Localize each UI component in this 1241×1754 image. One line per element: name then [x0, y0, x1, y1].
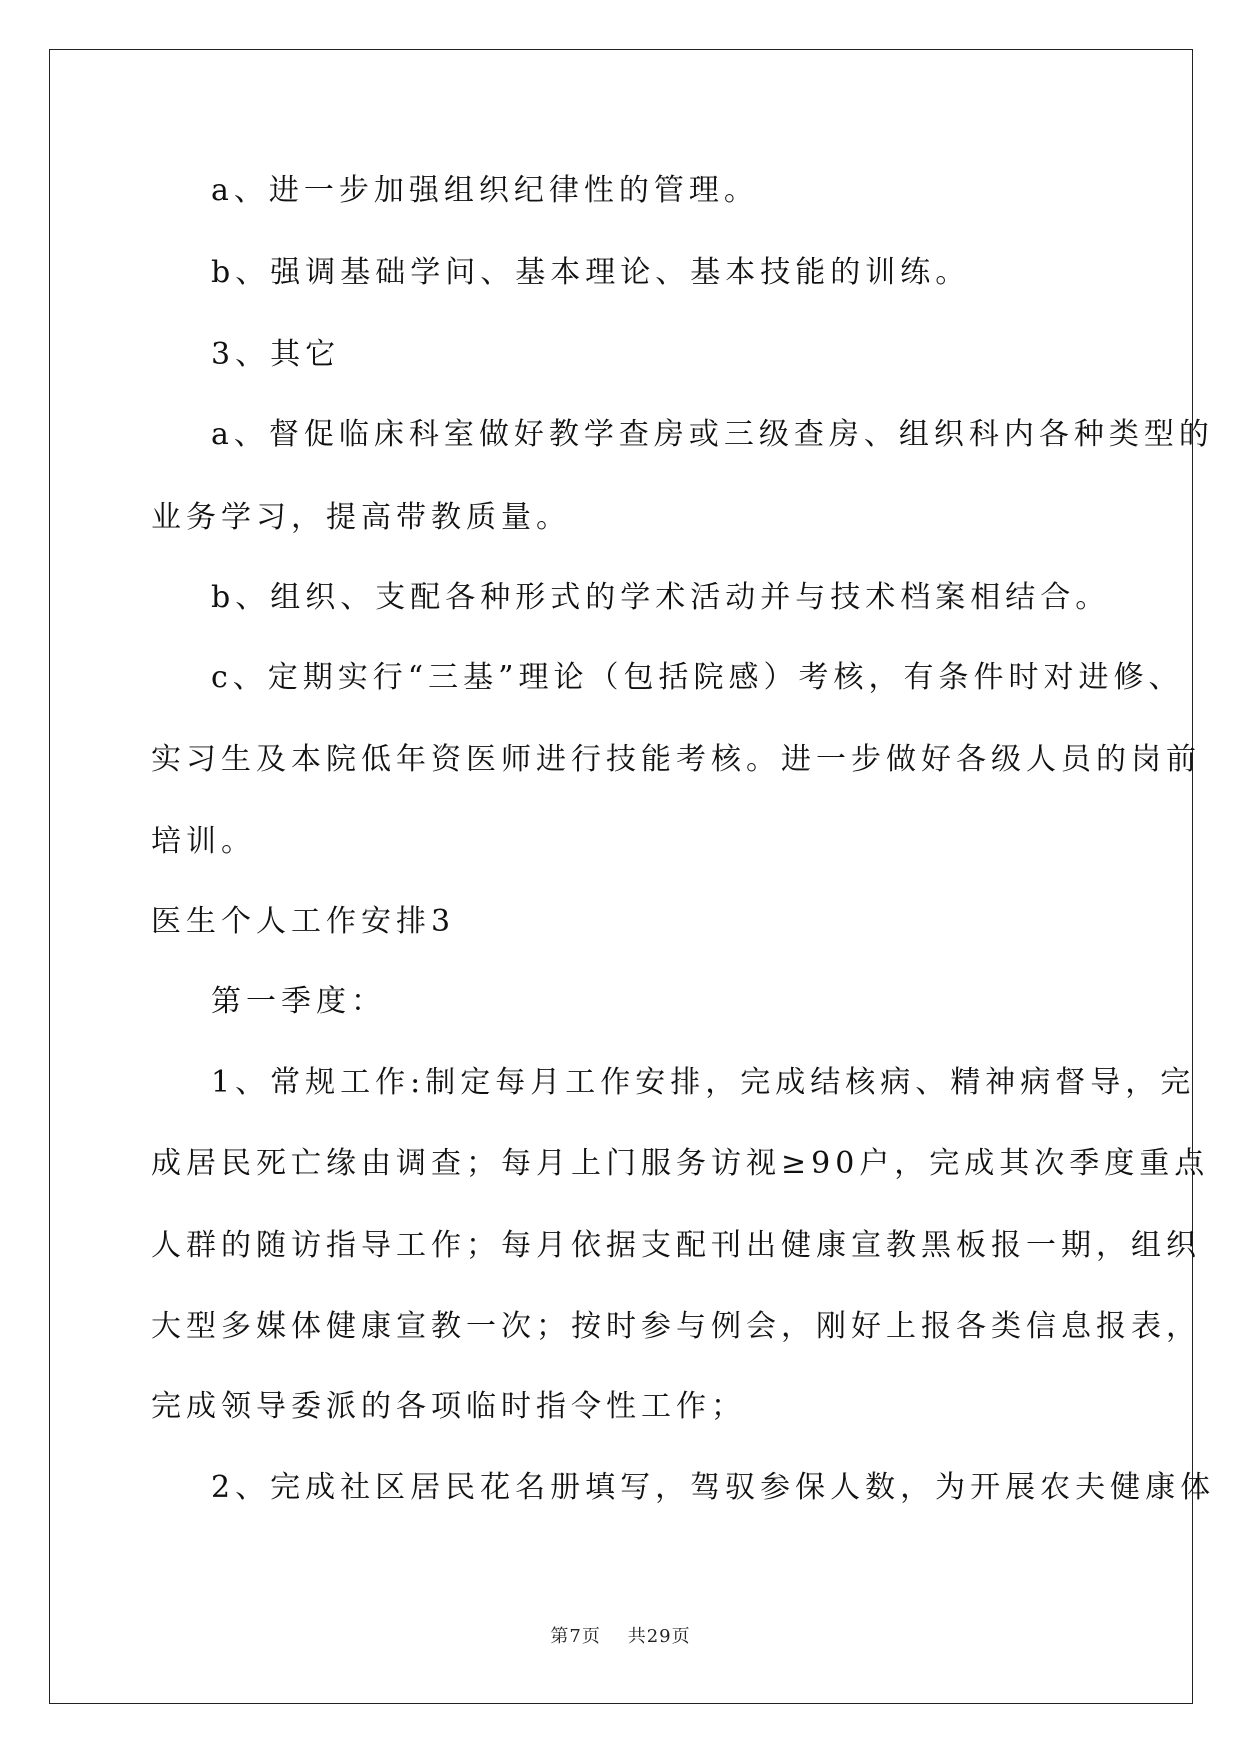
- page-total: 共29页: [627, 1626, 691, 1647]
- paragraph-line: 1、常规工作:制定每月工作安排，完成结核病、精神病督导，完: [211, 1065, 1196, 1100]
- paragraph-line: c、定期实行“三基”理论（包括院感）考核，有条件时对进修、: [211, 660, 1184, 695]
- paragraph-line: 培训。: [151, 824, 256, 859]
- paragraph-line: 实习生及本院低年资医师进行技能考核。进一步做好各级人员的岗前: [151, 742, 1201, 777]
- paragraph-line: b、组织、支配各种形式的学术活动并与技术档案相结合。: [211, 580, 1111, 615]
- paragraph-line: a、进一步加强组织纪律性的管理。: [211, 173, 759, 208]
- paragraph-line: 业务学习，提高带教质量。: [151, 500, 571, 535]
- paragraph-line: b、强调基础学问、基本理论、基本技能的训练。: [211, 255, 971, 290]
- subsection-heading: 第一季度：: [211, 984, 386, 1019]
- section-title: 医生个人工作安排3: [151, 904, 456, 939]
- page-footer: [0, 1622, 1241, 1648]
- paragraph-line: 2、完成社区居民花名册填写，驾驭参保人数，为开展农夫健康体: [211, 1470, 1216, 1505]
- paragraph-line: 人群的随访指导工作；每月依据支配刊出健康宣教黑板报一期，组织: [151, 1228, 1201, 1263]
- page-number: 第7页: [550, 1626, 601, 1647]
- paragraph-line: 完成领导委派的各项临时指令性工作；: [151, 1389, 746, 1424]
- paragraph-line: a、督促临床科室做好教学查房或三级查房、组织科内各种类型的: [211, 417, 1214, 452]
- page-border: [49, 49, 1196, 1704]
- section-heading: 3、其它: [211, 337, 341, 372]
- paragraph-line: 成居民死亡缘由调查；每月上门服务访视≥90户，完成其次季度重点: [151, 1146, 1210, 1181]
- paragraph-line: 大型多媒体健康宣教一次；按时参与例会，刚好上报各类信息报表，: [151, 1309, 1201, 1344]
